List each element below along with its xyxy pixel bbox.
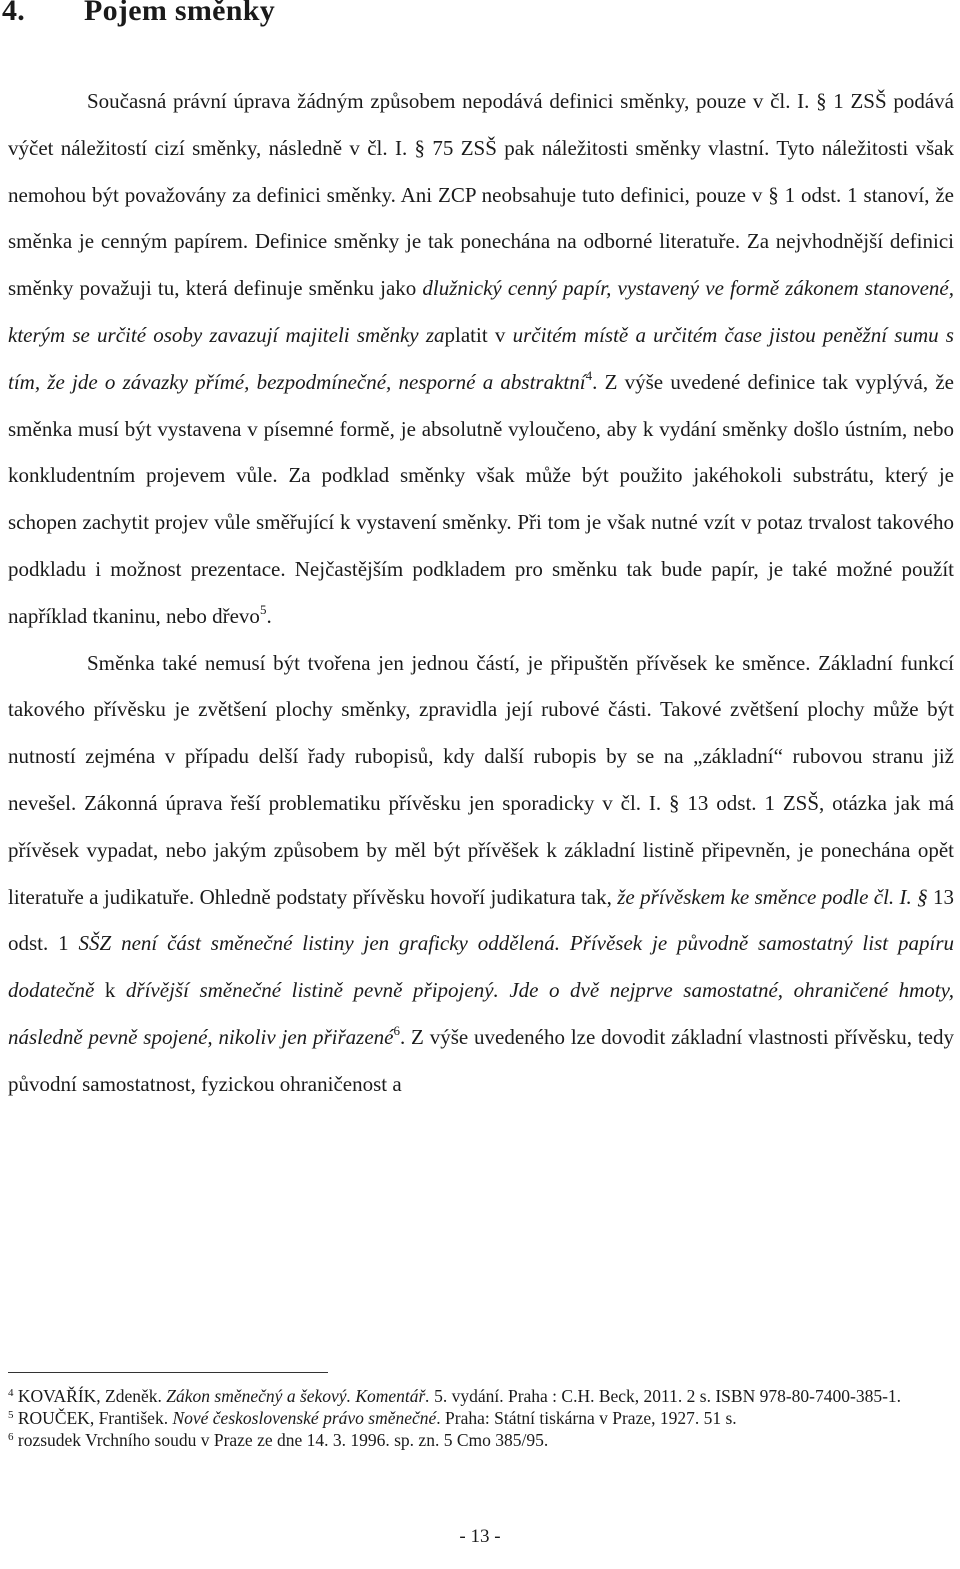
footnote-details: 5. vydání. Praha : C.H. Beck, 2011. 2 s. ISBN 978-80-7400-385-1. xyxy=(429,1386,902,1406)
footnote-ref-5[interactable]: 5 xyxy=(259,601,267,617)
judicature-italic-a: že přívěskem ke směnce podle čl. I. § xyxy=(617,884,933,909)
footnote-4 xyxy=(8,1385,954,1407)
paragraph-2-text-a: Směnka také nemusí být tvořena jen jednou částí, je připuštěn přívěsek ke směnce. Základní funkcí takového přívěsku je zvětšení plochy směnky, zpravidla její rubové části. Takové zvětšení plochy může být nutností zejména v případu delší řady rubopisů, kdy další rubopis by se na „základní“ rubovou stranu již nevešel. Zákonná úprava řeší problematiku přívěsku jen sporadicky v čl. I. § 13 odst. 1 ZSŠ, otázka jak má přívěsek vypadat, nebo jakým způsobem by měl být přívěšek k základní listině připevněn, je ponechána opět literatuře a judikatuře. Ohledně podstaty přívěsku hovoří judikatura tak, xyxy=(8,650,954,909)
footnote-text: rozsudek Vrchního soudu v Praze ze dne 14. 3. 1996. sp. zn. 5 Cmo 385/95. xyxy=(17,1430,549,1450)
section-title: Pojem směnky xyxy=(84,0,276,27)
paragraph-1-text-b: platit v xyxy=(444,322,513,347)
footnote-number: 5 xyxy=(8,1409,14,1421)
footnote-ref-4[interactable]: 4 xyxy=(585,367,593,383)
footnote-author: ROUČEK, František. xyxy=(17,1408,173,1428)
judicature-italic-c: dřívější směnečné listině pevně připojený. Jde o dvě nejprve samostatné, ohraničené hmoty, následně pevně spojené, nikoliv jen přiřazené xyxy=(8,978,955,1049)
footnote-6 xyxy=(8,1429,954,1451)
paragraph-2-text-d: . Z výše uvedeného lze dovodit základní vlastnosti přívěsku, tedy původní samostatnost, fyzickou ohraničenost a xyxy=(8,1024,954,1096)
footnote-number: 6 xyxy=(8,1431,14,1443)
judicature-italic-b: SŠZ není část směnečné listiny jen graficky oddělená. Přívěsek je původně samostatný list papíru dodatečně xyxy=(8,931,954,1003)
paragraph-1-text-c: . Z výše uvedené definice tak vyplývá, že směnka musí být vystavena v písemné formě, je absolutně vyloučeno, aby k vydání směnky došlo ústním, nebo konkludentním projevem vůle. Za podklad směnky však může být použito jakéhokoli substrátu, který je schopen zachytit projev vůle směřující k vystavení směnky. Při tom je však nutné vzít v potaz trvalost takového podkladu i možnost prezentace. Nejčastějším podkladem pro směnku tak bude papír, je také možné použít například tkaninu, nebo dřevo xyxy=(8,369,954,628)
paragraph-2 xyxy=(8,640,954,1108)
definition-italic-b: určitém místě a určitém čase jistou peněžní sumu s tím, že jde o závazky přímé, bezpodmínečné, nesporné a abstraktní xyxy=(8,322,954,394)
section-heading xyxy=(2,0,275,28)
paragraph-2-text-b: 13 odst. 1 xyxy=(8,884,954,956)
footnote-details: . Praha: Státní tiskárna v Praze, 1927. 51 s. xyxy=(436,1408,737,1428)
footnotes xyxy=(8,1385,954,1451)
footnote-author: KOVAŘÍK, Zdeněk. xyxy=(17,1386,167,1406)
paragraph-1-text-d: . xyxy=(266,603,272,628)
section-number: 4. xyxy=(2,0,26,27)
paragraph-1-text-a: Současná právní úprava žádným způsobem nepodává definici směnky, pouze v čl. I. § 1 ZSŠ podává výčet náležitostí cizí směnky, následně v čl. I. § 75 ZSŠ pak náležitosti směnky vlastní. Tyto náležitosti však nemohou být považovány za definici směnky. Ani ZCP neobsahuje tuto definici, pouze v § 1 odst. 1 stanoví, že směnka je cenným papírem. Definice směnky je tak ponechána na odborné literatuře. Za nejvhodnější definici směnky považuji tu, která definuje směnku jako xyxy=(8,89,954,301)
paragraph-2-text-c: k xyxy=(104,978,126,1003)
definition-italic-a: dlužnický cenný papír, vystavený ve formě zákonem stanovené, kterým se určité osoby zavazují majiteli směnky za xyxy=(8,276,954,347)
footnote-divider xyxy=(8,1372,328,1373)
body-text xyxy=(8,78,954,1108)
footnote-work-title: Zákon směnečný a šekový. Komentář. xyxy=(166,1386,430,1406)
page-number: - 13 - xyxy=(459,1526,501,1547)
footnote-5 xyxy=(8,1407,954,1429)
paragraph-1 xyxy=(8,78,954,640)
footnote-ref-6[interactable]: 6 xyxy=(393,1022,400,1038)
footnote-work-title: Nové československé právo směnečné xyxy=(172,1408,437,1428)
footnote-number: 4 xyxy=(8,1387,14,1399)
